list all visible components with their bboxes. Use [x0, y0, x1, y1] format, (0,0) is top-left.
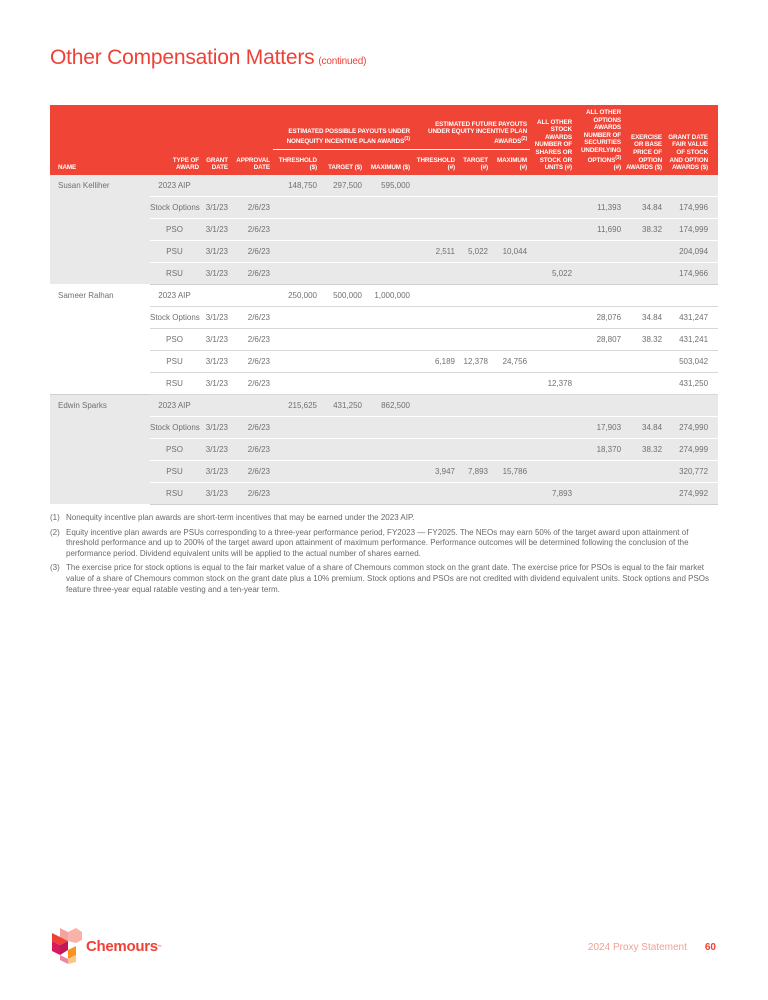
cell-option-awards — [575, 372, 624, 394]
cell-award-type: RSU — [150, 262, 202, 284]
group-equity: ESTIMATED FUTURE PAYOUTS UNDER EQUITY INCENTIVE PLAN AWARDS$^{(2)}$ — [413, 105, 530, 149]
cell-grant-date-fair-value — [665, 284, 718, 306]
cell-maximum-num — [491, 416, 530, 438]
logo-wordmark: Chemours™ — [86, 937, 162, 955]
cell-threshold-num: 6,189 — [413, 350, 458, 372]
cell-approval-date: 2/6/23 — [231, 196, 273, 218]
cell-maximum-usd — [365, 438, 413, 460]
col-target-num: TARGET (#) — [458, 149, 491, 175]
cell-grant-date-fair-value: 174,966 — [665, 262, 718, 284]
cell-maximum-num — [491, 284, 530, 306]
footnote-3: (3) The exercise price for stock options is equal to the fair market value of a share of Chemours common stock on the grant date. The exercise price for PSOs is equal to the fair market value of a share of Chemours common stock on the grant date plus a 10% premium. Stock options and PSOs are not credited with dividend equivalent units. Stock options and PSOs feature three-year equal ratable vesting and a ten-year term. — [50, 563, 710, 594]
cell-maximum-num — [491, 328, 530, 350]
cell-approval-date: 2/6/23 — [231, 416, 273, 438]
cell-award-type: PSO — [150, 218, 202, 240]
cell-threshold-num — [413, 284, 458, 306]
col-fair-value: GRANT DATE FAIR VALUE OF STOCK AND OPTION AWARDS ($) — [665, 105, 718, 175]
cell-target-num — [458, 328, 491, 350]
cell-stock-awards — [530, 284, 575, 306]
table-row — [50, 350, 718, 372]
cell-option-awards — [575, 482, 624, 504]
cell-grant-date-fair-value — [665, 394, 718, 416]
cell-threshold-usd — [273, 218, 320, 240]
cell-exercise-price: 34.84 — [624, 416, 665, 438]
page-title — [50, 46, 366, 70]
cell-maximum-usd: 595,000 — [365, 175, 413, 197]
cell-stock-awards — [530, 196, 575, 218]
cell-target-usd: 297,500 — [320, 175, 365, 197]
cell-award-type: PSU — [150, 350, 202, 372]
cell-approval-date: 2/6/23 — [231, 328, 273, 350]
col-threshold-usd: THRESHOLD ($) — [273, 149, 320, 175]
cell-award-type: PSO — [150, 328, 202, 350]
cell-maximum-num: 15,786 — [491, 460, 530, 482]
cell-target-num: 7,893 — [458, 460, 491, 482]
cell-threshold-num — [413, 306, 458, 328]
table-row — [50, 482, 718, 504]
cell-exercise-price — [624, 262, 665, 284]
cell-maximum-num — [491, 306, 530, 328]
cell-grant-date-fair-value: 174,996 — [665, 196, 718, 218]
cell-option-awards — [575, 460, 624, 482]
cell-target-num — [458, 196, 491, 218]
col-stock-awards: ALL OTHER STOCK AWARDS NUMBER OF SHARES OR STOCK OR UNITS (#) — [530, 105, 575, 175]
cell-option-awards: 11,690 — [575, 218, 624, 240]
cell-stock-awards: 12,378 — [530, 372, 575, 394]
col-maximum-num: MAXIMUM (#) — [491, 149, 530, 175]
cell-grant-date: 3/1/23 — [202, 350, 231, 372]
cell-target-usd — [320, 416, 365, 438]
cell-target-usd — [320, 218, 365, 240]
cell-stock-awards — [530, 175, 575, 197]
cell-maximum-usd — [365, 306, 413, 328]
footnote-2: (2) Equity incentive plan awards are PSUs corresponding to a three-year performance period, FY2023 — FY2025. The NEOs may earn 50% of the target award upon attainment of threshold performance and up to 200% of the target award upon attainment of maximum performance. Performance outcomes will be determined following the conclusion of the performance period. Dividend equivalent units will be applied to the actual number of shares earned. — [50, 527, 689, 558]
cell-grant-date: 3/1/23 — [202, 262, 231, 284]
cell-exercise-price — [624, 482, 665, 504]
cell-target-num — [458, 306, 491, 328]
cell-stock-awards: 5,022 — [530, 262, 575, 284]
chemours-logo — [52, 928, 161, 964]
cell-exercise-price: 38.32 — [624, 218, 665, 240]
cell-grant-date — [202, 284, 231, 306]
cell-grant-date: 3/1/23 — [202, 196, 231, 218]
col-exercise-price: EXERCISE OR BASE PRICE OF OPTION AWARDS ($) — [624, 105, 665, 175]
cell-award-type: 2023 AIP — [150, 175, 202, 197]
cell-maximum-usd — [365, 372, 413, 394]
col-option-awards: ALL OTHER OPTIONS AWARDS NUMBER OF SECURITIES UNDERLYING OPTIONS$^{(3)}$ (#) — [575, 105, 624, 175]
cell-target-num — [458, 284, 491, 306]
cell-maximum-usd: 1,000,000 — [365, 284, 413, 306]
col-approval-date: APPROVAL DATE — [231, 105, 273, 175]
cell-target-num — [458, 416, 491, 438]
cell-target-num: 5,022 — [458, 240, 491, 262]
cell-award-type: 2023 AIP — [150, 394, 202, 416]
cell-maximum-usd — [365, 350, 413, 372]
cell-approval-date: 2/6/23 — [231, 438, 273, 460]
cell-threshold-num: 2,511 — [413, 240, 458, 262]
footnotes — [50, 513, 720, 599]
document-name: 2024 Proxy Statement — [587, 942, 687, 953]
cell-option-awards: 28,807 — [575, 328, 624, 350]
cell-grant-date-fair-value: 174,999 — [665, 218, 718, 240]
cell-exercise-price — [624, 460, 665, 482]
cell-award-type: Stock Options — [150, 416, 202, 438]
table-row — [50, 196, 718, 218]
cell-exercise-price — [624, 175, 665, 197]
cell-grant-date: 3/1/23 — [202, 460, 231, 482]
executive-name: Susan Kelliher — [50, 175, 150, 285]
cell-target-usd — [320, 438, 365, 460]
cell-exercise-price — [624, 372, 665, 394]
cell-grant-date-fair-value: 274,990 — [665, 416, 718, 438]
cell-stock-awards — [530, 218, 575, 240]
cell-threshold-usd — [273, 240, 320, 262]
cell-maximum-usd — [365, 196, 413, 218]
cell-option-awards: 28,076 — [575, 306, 624, 328]
cell-threshold-num: 3,947 — [413, 460, 458, 482]
cell-grant-date-fair-value: 274,992 — [665, 482, 718, 504]
cell-target-usd — [320, 460, 365, 482]
cell-option-awards: 11,393 — [575, 196, 624, 218]
cell-option-awards: 18,370 — [575, 438, 624, 460]
cell-maximum-usd — [365, 240, 413, 262]
table-row — [50, 284, 718, 306]
cell-threshold-num — [413, 262, 458, 284]
cell-threshold-num — [413, 175, 458, 197]
grants-of-plan-based-awards-table — [50, 105, 718, 505]
cell-threshold-usd — [273, 416, 320, 438]
table-row — [50, 175, 718, 197]
table-row — [50, 240, 718, 262]
cell-approval-date: 2/6/23 — [231, 372, 273, 394]
cell-award-type: Stock Options — [150, 196, 202, 218]
cell-target-usd: 500,000 — [320, 284, 365, 306]
cell-approval-date: 2/6/23 — [231, 262, 273, 284]
cell-stock-awards — [530, 416, 575, 438]
page-title-text: Other Compensation Matters — [50, 46, 315, 69]
cell-target-num — [458, 175, 491, 197]
cell-exercise-price: 34.84 — [624, 306, 665, 328]
cell-maximum-num: 24,756 — [491, 350, 530, 372]
cell-threshold-usd — [273, 262, 320, 284]
cell-award-type: PSU — [150, 240, 202, 262]
table-row — [50, 328, 718, 350]
cell-threshold-usd — [273, 460, 320, 482]
cell-target-num — [458, 482, 491, 504]
cell-stock-awards — [530, 350, 575, 372]
cell-grant-date-fair-value: 320,772 — [665, 460, 718, 482]
cell-stock-awards — [530, 460, 575, 482]
cell-maximum-num — [491, 482, 530, 504]
cell-award-type: 2023 AIP — [150, 284, 202, 306]
cell-grant-date-fair-value: 204,094 — [665, 240, 718, 262]
cell-stock-awards — [530, 328, 575, 350]
cell-grant-date-fair-value: 431,247 — [665, 306, 718, 328]
cell-maximum-num — [491, 438, 530, 460]
cell-stock-awards: 7,893 — [530, 482, 575, 504]
cell-option-awards — [575, 350, 624, 372]
table-row — [50, 262, 718, 284]
footnote-1: (1) Nonequity incentive plan awards are short-term incentives that may be earned under the 2023 AIP. — [50, 513, 415, 522]
col-target-usd: TARGET ($) — [320, 149, 365, 175]
table-row — [50, 438, 718, 460]
cell-exercise-price — [624, 350, 665, 372]
cell-threshold-usd: 250,000 — [273, 284, 320, 306]
cell-grant-date: 3/1/23 — [202, 306, 231, 328]
cell-option-awards — [575, 394, 624, 416]
cell-grant-date-fair-value: 431,250 — [665, 372, 718, 394]
cell-grant-date: 3/1/23 — [202, 482, 231, 504]
cell-grant-date: 3/1/23 — [202, 438, 231, 460]
cell-award-type: PSU — [150, 460, 202, 482]
cell-approval-date — [231, 175, 273, 197]
cell-approval-date: 2/6/23 — [231, 350, 273, 372]
cell-stock-awards — [530, 438, 575, 460]
table-row — [50, 306, 718, 328]
cell-grant-date: 3/1/23 — [202, 240, 231, 262]
cell-target-usd — [320, 482, 365, 504]
cell-approval-date: 2/6/23 — [231, 306, 273, 328]
cell-award-type: Stock Options — [150, 306, 202, 328]
cell-grant-date: 3/1/23 — [202, 218, 231, 240]
cell-threshold-usd — [273, 306, 320, 328]
cell-option-awards — [575, 240, 624, 262]
cell-target-num: 12,378 — [458, 350, 491, 372]
cell-option-awards — [575, 284, 624, 306]
cell-option-awards — [575, 175, 624, 197]
col-type: TYPE OF AWARD — [150, 105, 202, 175]
cell-stock-awards — [530, 306, 575, 328]
cell-maximum-usd — [365, 482, 413, 504]
cell-threshold-usd — [273, 438, 320, 460]
executive-name: Edwin Sparks — [50, 394, 150, 504]
cell-target-usd — [320, 350, 365, 372]
chemours-logo-icon — [52, 928, 82, 964]
cell-exercise-price — [624, 240, 665, 262]
cell-threshold-num — [413, 482, 458, 504]
cell-exercise-price — [624, 284, 665, 306]
cell-stock-awards — [530, 394, 575, 416]
cell-exercise-price: 38.32 — [624, 438, 665, 460]
cell-threshold-usd: 148,750 — [273, 175, 320, 197]
cell-target-usd — [320, 240, 365, 262]
cell-maximum-usd — [365, 262, 413, 284]
cell-threshold-num — [413, 218, 458, 240]
cell-option-awards: 17,903 — [575, 416, 624, 438]
cell-target-usd — [320, 372, 365, 394]
cell-target-usd — [320, 328, 365, 350]
cell-threshold-usd: 215,625 — [273, 394, 320, 416]
cell-maximum-num — [491, 175, 530, 197]
cell-target-usd — [320, 262, 365, 284]
cell-target-usd — [320, 306, 365, 328]
cell-target-num — [458, 218, 491, 240]
cell-maximum-num — [491, 394, 530, 416]
table-row — [50, 372, 718, 394]
cell-award-type: RSU — [150, 482, 202, 504]
col-name: NAME — [50, 105, 150, 175]
table-row — [50, 394, 718, 416]
cell-threshold-usd — [273, 372, 320, 394]
cell-maximum-num — [491, 262, 530, 284]
cell-grant-date-fair-value — [665, 175, 718, 197]
cell-approval-date: 2/6/23 — [231, 482, 273, 504]
table-row — [50, 460, 718, 482]
cell-target-usd — [320, 196, 365, 218]
cell-grant-date: 3/1/23 — [202, 372, 231, 394]
page-footer — [588, 942, 716, 953]
table-body — [50, 175, 718, 505]
cell-threshold-num — [413, 416, 458, 438]
cell-threshold-num — [413, 328, 458, 350]
cell-target-num — [458, 438, 491, 460]
cell-threshold-usd — [273, 350, 320, 372]
cell-maximum-usd: 862,500 — [365, 394, 413, 416]
page-number: 60 — [704, 942, 716, 953]
cell-approval-date — [231, 284, 273, 306]
cell-threshold-usd — [273, 482, 320, 504]
cell-grant-date-fair-value: 503,042 — [665, 350, 718, 372]
cell-threshold-num — [413, 372, 458, 394]
cell-grant-date — [202, 394, 231, 416]
cell-target-num — [458, 372, 491, 394]
cell-exercise-price: 34.84 — [624, 196, 665, 218]
cell-grant-date-fair-value: 274,999 — [665, 438, 718, 460]
cell-threshold-num — [413, 438, 458, 460]
cell-threshold-usd — [273, 196, 320, 218]
cell-grant-date-fair-value: 431,241 — [665, 328, 718, 350]
cell-approval-date: 2/6/23 — [231, 218, 273, 240]
table-row — [50, 218, 718, 240]
table-row — [50, 416, 718, 438]
cell-exercise-price: 38.32 — [624, 328, 665, 350]
cell-maximum-usd — [365, 328, 413, 350]
cell-target-num — [458, 262, 491, 284]
page-title-suffix: (continued) — [318, 56, 367, 67]
cell-stock-awards — [530, 240, 575, 262]
cell-option-awards — [575, 262, 624, 284]
cell-threshold-num — [413, 394, 458, 416]
cell-threshold-num — [413, 196, 458, 218]
cell-approval-date: 2/6/23 — [231, 240, 273, 262]
col-threshold-num: THRESHOLD (#) — [413, 149, 458, 175]
col-grant-date: GRANT DATE — [202, 105, 231, 175]
cell-award-type: PSO — [150, 438, 202, 460]
col-maximum-usd: MAXIMUM ($) — [365, 149, 413, 175]
cell-grant-date — [202, 175, 231, 197]
cell-grant-date: 3/1/23 — [202, 416, 231, 438]
cell-approval-date: 2/6/23 — [231, 460, 273, 482]
cell-maximum-num — [491, 196, 530, 218]
cell-maximum-usd — [365, 416, 413, 438]
executive-name: Sameer Ralhan — [50, 284, 150, 394]
cell-target-usd: 431,250 — [320, 394, 365, 416]
cell-grant-date: 3/1/23 — [202, 328, 231, 350]
cell-maximum-usd — [365, 218, 413, 240]
cell-maximum-usd — [365, 460, 413, 482]
group-nonequity: ESTIMATED POSSIBLE PAYOUTS UNDER NONEQUITY INCENTIVE PLAN AWARDS$^{(1)}$ — [273, 105, 413, 149]
cell-maximum-num: 10,044 — [491, 240, 530, 262]
cell-award-type: RSU — [150, 372, 202, 394]
cell-exercise-price — [624, 394, 665, 416]
cell-maximum-num — [491, 372, 530, 394]
cell-approval-date — [231, 394, 273, 416]
cell-maximum-num — [491, 218, 530, 240]
cell-target-num — [458, 394, 491, 416]
cell-threshold-usd — [273, 328, 320, 350]
